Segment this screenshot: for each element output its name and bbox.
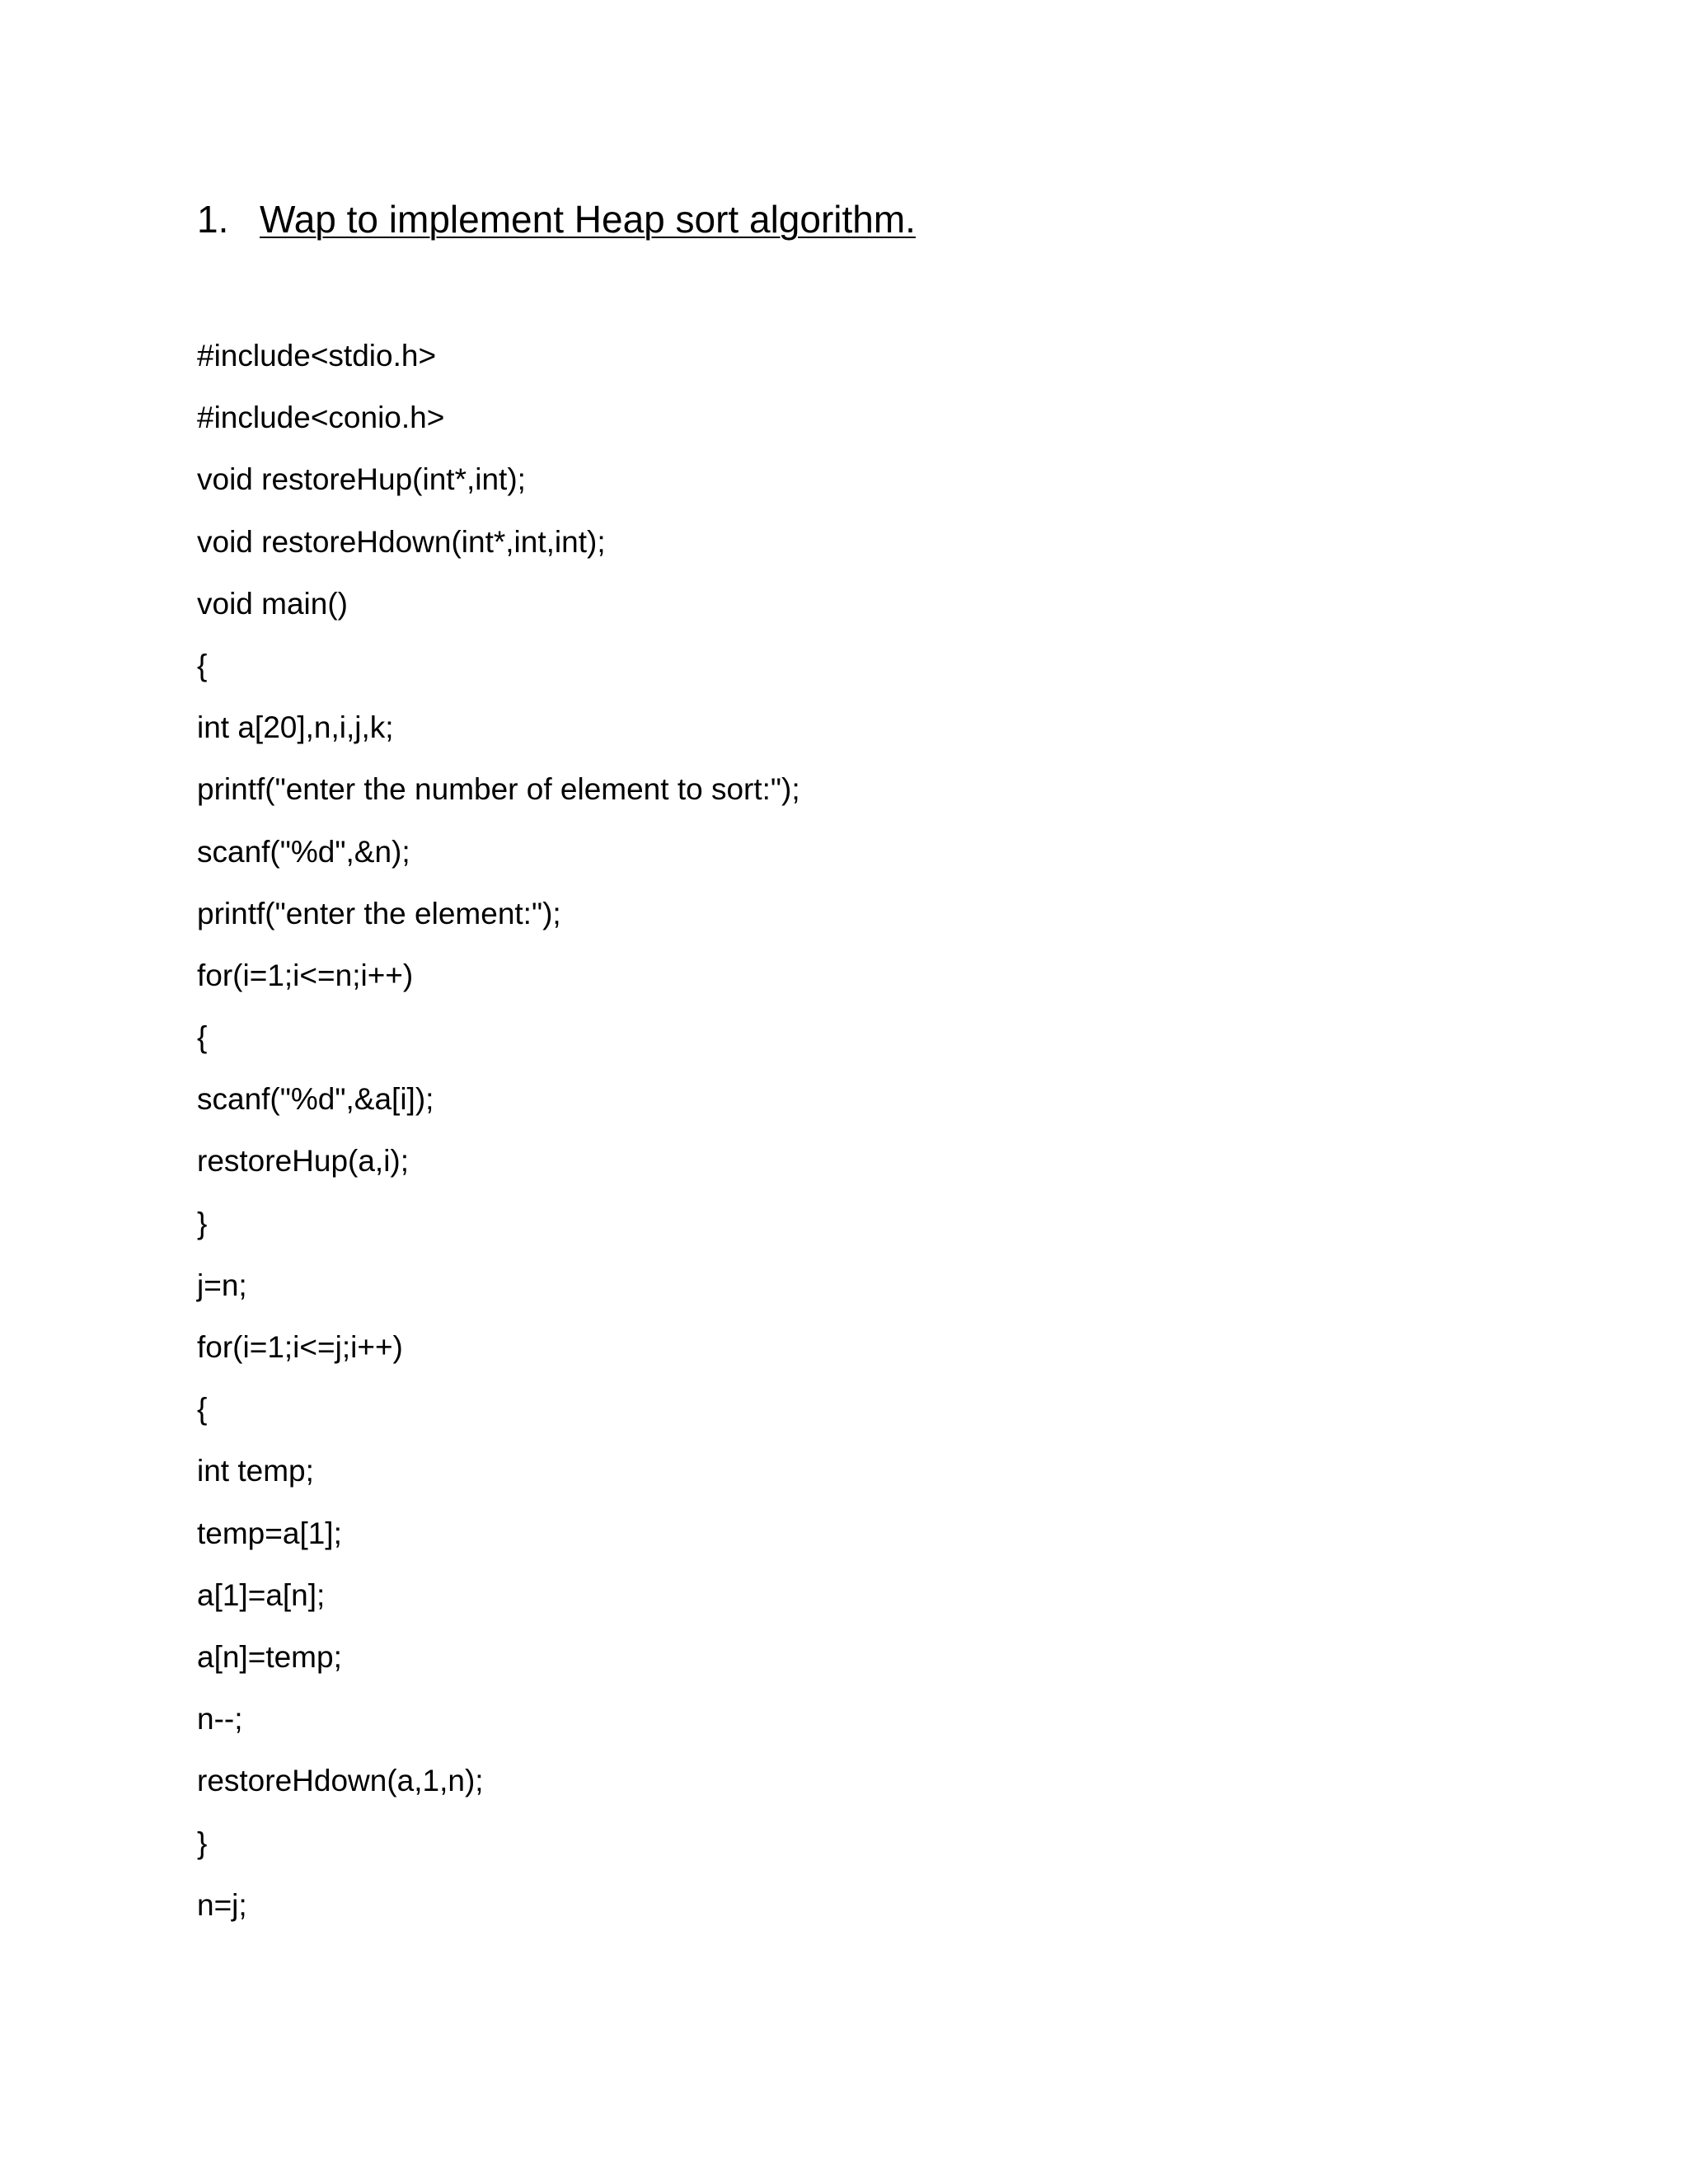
code-line: { (197, 1020, 208, 1055)
code-line: scanf("%d",&a[i]); (197, 1082, 434, 1117)
code-line: printf("enter the number of element to sort:"); (197, 772, 800, 807)
heading-title: Wap to implement Heap sort algorithm. (260, 198, 916, 241)
code-line: for(i=1;i<=n;i++) (197, 958, 414, 992)
code-line: #include<stdio.h> (197, 339, 437, 373)
code-line: void main() (197, 586, 348, 621)
code-line: a[1]=a[n]; (197, 1577, 326, 1612)
code-line: a[n]=temp; (197, 1639, 342, 1674)
code-line: int a[20],n,i,j,k; (197, 710, 394, 745)
code-line: int temp; (197, 1454, 314, 1488)
code-line: temp=a[1]; (197, 1516, 342, 1550)
code-line: { (197, 648, 208, 682)
code-line: n--; (197, 1702, 243, 1736)
code-line: n=j; (197, 1887, 247, 1922)
code-line: #include<conio.h> (197, 401, 445, 435)
code-line: j=n; (197, 1268, 247, 1302)
code-line: restoreHdown(a,1,n); (197, 1764, 484, 1798)
code-line: { (197, 1392, 208, 1427)
code-line: for(i=1;i<=j;i++) (197, 1330, 403, 1364)
code-line: void restoreHup(int*,int); (197, 462, 526, 497)
code-line: printf("enter the element:"); (197, 896, 561, 930)
code-line: } (197, 1206, 208, 1240)
code-line: restoreHup(a,i); (197, 1144, 410, 1179)
code-listing (197, 325, 800, 1936)
page-heading (197, 196, 916, 242)
code-line: } (197, 1825, 208, 1860)
code-line: void restoreHdown(int*,int,int); (197, 524, 606, 559)
heading-number: 1. (197, 198, 229, 241)
code-line: scanf("%d",&n); (197, 834, 410, 869)
